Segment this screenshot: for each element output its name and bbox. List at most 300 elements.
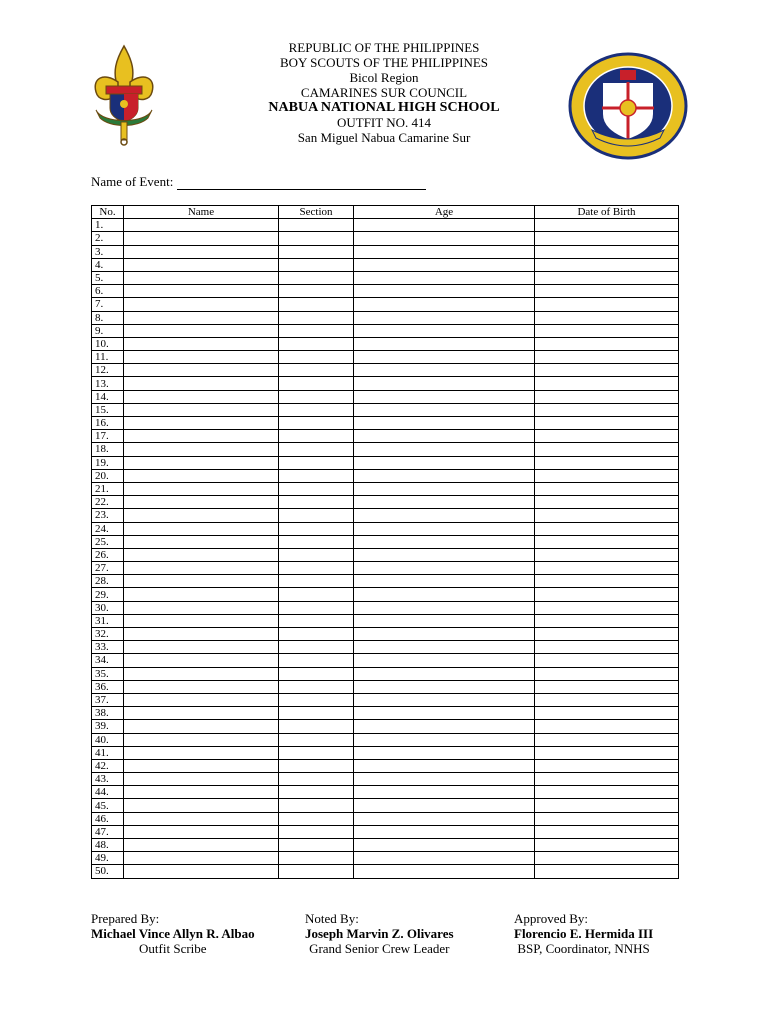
age-cell[interactable] <box>354 522 535 535</box>
table-row <box>92 786 679 799</box>
row-number: 11. <box>92 351 124 364</box>
name-cell[interactable] <box>124 588 279 601</box>
section-cell[interactable] <box>279 430 354 443</box>
noted-label: Noted By: <box>305 911 359 926</box>
date-of-birth-cell[interactable] <box>535 628 679 641</box>
table-row <box>92 245 679 258</box>
age-cell[interactable] <box>354 812 535 825</box>
name-cell[interactable] <box>124 628 279 641</box>
date-of-birth-cell[interactable] <box>535 759 679 772</box>
date-of-birth-cell[interactable] <box>535 364 679 377</box>
section-cell[interactable] <box>279 733 354 746</box>
date-of-birth-cell[interactable] <box>535 403 679 416</box>
table-row <box>92 614 679 627</box>
row-number: 38. <box>92 707 124 720</box>
section-cell[interactable] <box>279 443 354 456</box>
age-cell[interactable] <box>354 364 535 377</box>
section-cell[interactable] <box>279 720 354 733</box>
row-number: 35. <box>92 667 124 680</box>
table-row <box>92 351 679 364</box>
age-cell[interactable] <box>354 720 535 733</box>
table-row <box>92 298 679 311</box>
name-cell[interactable] <box>124 232 279 245</box>
section-cell[interactable] <box>279 390 354 403</box>
table-row <box>92 865 679 878</box>
age-cell[interactable] <box>354 641 535 654</box>
name-cell[interactable] <box>124 812 279 825</box>
row-number: 49. <box>92 852 124 865</box>
section-cell[interactable] <box>279 865 354 878</box>
age-cell[interactable] <box>354 614 535 627</box>
section-cell[interactable] <box>279 271 354 284</box>
date-of-birth-cell[interactable] <box>535 469 679 482</box>
row-number: 27. <box>92 562 124 575</box>
section-cell[interactable] <box>279 548 354 561</box>
section-cell[interactable] <box>279 258 354 271</box>
section-cell[interactable] <box>279 839 354 852</box>
section-cell[interactable] <box>279 232 354 245</box>
signatory-prepared <box>91 911 255 956</box>
name-cell[interactable] <box>124 707 279 720</box>
approved-name: Florencio E. Hermida III <box>514 926 654 941</box>
date-of-birth-cell[interactable] <box>535 548 679 561</box>
age-cell[interactable] <box>354 693 535 706</box>
section-cell[interactable] <box>279 417 354 430</box>
age-cell[interactable] <box>354 351 535 364</box>
name-cell[interactable] <box>124 865 279 878</box>
date-of-birth-cell[interactable] <box>535 219 679 232</box>
date-of-birth-cell[interactable] <box>535 311 679 324</box>
section-cell[interactable] <box>279 351 354 364</box>
date-of-birth-cell[interactable] <box>535 773 679 786</box>
table-row <box>92 377 679 390</box>
name-cell[interactable] <box>124 482 279 495</box>
name-cell[interactable] <box>124 311 279 324</box>
table-row <box>92 562 679 575</box>
name-cell[interactable] <box>124 522 279 535</box>
age-cell[interactable] <box>354 759 535 772</box>
name-cell[interactable] <box>124 364 279 377</box>
row-number: 3. <box>92 245 124 258</box>
table-row <box>92 746 679 759</box>
table-row <box>92 337 679 350</box>
section-cell[interactable] <box>279 535 354 548</box>
event-name-label: Name of Event: <box>91 174 174 189</box>
table-row <box>92 667 679 680</box>
row-number: 43. <box>92 773 124 786</box>
age-cell[interactable] <box>354 773 535 786</box>
date-of-birth-cell[interactable] <box>535 245 679 258</box>
date-of-birth-cell[interactable] <box>535 601 679 614</box>
row-number: 40. <box>92 733 124 746</box>
date-of-birth-cell[interactable] <box>535 614 679 627</box>
name-cell[interactable] <box>124 390 279 403</box>
section-cell[interactable] <box>279 522 354 535</box>
date-of-birth-cell[interactable] <box>535 812 679 825</box>
table-row <box>92 469 679 482</box>
date-of-birth-cell[interactable] <box>535 588 679 601</box>
age-cell[interactable] <box>354 588 535 601</box>
table-row <box>92 443 679 456</box>
row-number: 2. <box>92 232 124 245</box>
table-row <box>92 535 679 548</box>
age-cell[interactable] <box>354 271 535 284</box>
name-cell[interactable] <box>124 825 279 838</box>
date-of-birth-cell[interactable] <box>535 351 679 364</box>
row-number: 46. <box>92 812 124 825</box>
age-cell[interactable] <box>354 799 535 812</box>
name-cell[interactable] <box>124 298 279 311</box>
age-cell[interactable] <box>354 825 535 838</box>
age-cell[interactable] <box>354 403 535 416</box>
age-cell[interactable] <box>354 417 535 430</box>
section-cell[interactable] <box>279 245 354 258</box>
row-number: 28. <box>92 575 124 588</box>
table-row <box>92 456 679 469</box>
age-cell[interactable] <box>354 496 535 509</box>
name-cell[interactable] <box>124 271 279 284</box>
section-cell[interactable] <box>279 825 354 838</box>
section-cell[interactable] <box>279 786 354 799</box>
age-cell[interactable] <box>354 746 535 759</box>
date-of-birth-cell[interactable] <box>535 324 679 337</box>
name-cell[interactable] <box>124 285 279 298</box>
table-row <box>92 601 679 614</box>
date-of-birth-cell[interactable] <box>535 667 679 680</box>
age-cell[interactable] <box>354 377 535 390</box>
name-cell[interactable] <box>124 337 279 350</box>
date-of-birth-cell[interactable] <box>535 654 679 667</box>
table-row <box>92 324 679 337</box>
event-name-line <box>91 174 426 190</box>
date-of-birth-cell[interactable] <box>535 377 679 390</box>
age-cell[interactable] <box>354 786 535 799</box>
name-cell[interactable] <box>124 443 279 456</box>
name-cell[interactable] <box>124 773 279 786</box>
name-cell[interactable] <box>124 786 279 799</box>
name-cell[interactable] <box>124 403 279 416</box>
signatory-approved <box>514 911 653 956</box>
header-line-3: Bicol Region <box>349 70 419 85</box>
name-cell[interactable] <box>124 654 279 667</box>
section-cell[interactable] <box>279 377 354 390</box>
section-cell[interactable] <box>279 746 354 759</box>
name-cell[interactable] <box>124 852 279 865</box>
column-header-section: Section <box>279 206 354 219</box>
date-of-birth-cell[interactable] <box>535 496 679 509</box>
row-number: 9. <box>92 324 124 337</box>
date-of-birth-cell[interactable] <box>535 535 679 548</box>
name-cell[interactable] <box>124 667 279 680</box>
age-cell[interactable] <box>354 707 535 720</box>
approved-title: BSP, Coordinator, NNHS <box>517 941 650 956</box>
age-cell[interactable] <box>354 443 535 456</box>
table-row <box>92 403 679 416</box>
age-cell[interactable] <box>354 390 535 403</box>
section-cell[interactable] <box>279 707 354 720</box>
row-number: 17. <box>92 430 124 443</box>
name-cell[interactable] <box>124 351 279 364</box>
date-of-birth-cell[interactable] <box>535 786 679 799</box>
name-cell[interactable] <box>124 575 279 588</box>
row-number: 25. <box>92 535 124 548</box>
date-of-birth-cell[interactable] <box>535 232 679 245</box>
section-cell[interactable] <box>279 799 354 812</box>
age-cell[interactable] <box>354 628 535 641</box>
age-cell[interactable] <box>354 654 535 667</box>
date-of-birth-cell[interactable] <box>535 390 679 403</box>
table-row <box>92 522 679 535</box>
date-of-birth-cell[interactable] <box>535 852 679 865</box>
date-of-birth-cell[interactable] <box>535 707 679 720</box>
row-number: 10. <box>92 337 124 350</box>
date-of-birth-cell[interactable] <box>535 680 679 693</box>
table-row <box>92 482 679 495</box>
table-row <box>92 390 679 403</box>
section-cell[interactable] <box>279 496 354 509</box>
age-cell[interactable] <box>354 839 535 852</box>
name-cell[interactable] <box>124 548 279 561</box>
age-cell[interactable] <box>354 285 535 298</box>
row-number: 13. <box>92 377 124 390</box>
name-cell[interactable] <box>124 680 279 693</box>
section-cell[interactable] <box>279 285 354 298</box>
age-cell[interactable] <box>354 509 535 522</box>
outfit-number: OUTFIT NO. 414 <box>336 115 431 130</box>
row-number: 7. <box>92 298 124 311</box>
name-cell[interactable] <box>124 535 279 548</box>
row-number: 6. <box>92 285 124 298</box>
name-cell[interactable] <box>124 746 279 759</box>
section-cell[interactable] <box>279 575 354 588</box>
section-cell[interactable] <box>279 482 354 495</box>
row-number: 12. <box>92 364 124 377</box>
date-of-birth-cell[interactable] <box>535 417 679 430</box>
table-row <box>92 654 679 667</box>
approved-label: Approved By: <box>514 911 589 926</box>
prepared-title: Outfit Scribe <box>139 941 207 956</box>
date-of-birth-cell[interactable] <box>535 443 679 456</box>
age-cell[interactable] <box>354 245 535 258</box>
age-cell[interactable] <box>354 232 535 245</box>
date-of-birth-cell[interactable] <box>535 522 679 535</box>
row-number: 39. <box>92 720 124 733</box>
section-cell[interactable] <box>279 641 354 654</box>
row-number: 41. <box>92 746 124 759</box>
name-cell[interactable] <box>124 509 279 522</box>
name-cell[interactable] <box>124 733 279 746</box>
row-number: 8. <box>92 311 124 324</box>
name-cell[interactable] <box>124 839 279 852</box>
section-cell[interactable] <box>279 628 354 641</box>
name-cell[interactable] <box>124 245 279 258</box>
table-row <box>92 575 679 588</box>
name-cell[interactable] <box>124 219 279 232</box>
table-row <box>92 311 679 324</box>
row-number: 48. <box>92 839 124 852</box>
date-of-birth-cell[interactable] <box>535 430 679 443</box>
section-cell[interactable] <box>279 562 354 575</box>
row-number: 19. <box>92 456 124 469</box>
name-cell[interactable] <box>124 324 279 337</box>
name-cell[interactable] <box>124 456 279 469</box>
date-of-birth-cell[interactable] <box>535 509 679 522</box>
section-cell[interactable] <box>279 298 354 311</box>
name-cell[interactable] <box>124 693 279 706</box>
date-of-birth-cell[interactable] <box>535 733 679 746</box>
table-row <box>92 839 679 852</box>
section-cell[interactable] <box>279 469 354 482</box>
age-cell[interactable] <box>354 575 535 588</box>
date-of-birth-cell[interactable] <box>535 285 679 298</box>
name-cell[interactable] <box>124 799 279 812</box>
section-cell[interactable] <box>279 588 354 601</box>
row-number: 16. <box>92 417 124 430</box>
school-address: San Miguel Nabua Camarine Sur <box>297 130 471 145</box>
name-cell[interactable] <box>124 377 279 390</box>
date-of-birth-cell[interactable] <box>535 865 679 878</box>
row-number: 23. <box>92 509 124 522</box>
section-cell[interactable] <box>279 773 354 786</box>
table-row <box>92 417 679 430</box>
table-row <box>92 799 679 812</box>
row-number: 29. <box>92 588 124 601</box>
date-of-birth-cell[interactable] <box>535 298 679 311</box>
section-cell[interactable] <box>279 680 354 693</box>
age-cell[interactable] <box>354 601 535 614</box>
age-cell[interactable] <box>354 667 535 680</box>
name-cell[interactable] <box>124 258 279 271</box>
row-number: 4. <box>92 258 124 271</box>
age-cell[interactable] <box>354 548 535 561</box>
signatory-noted <box>305 911 454 956</box>
school-name: NABUA NATIONAL HIGH SCHOOL <box>268 100 500 115</box>
table-row <box>92 773 679 786</box>
section-cell[interactable] <box>279 601 354 614</box>
section-cell[interactable] <box>279 509 354 522</box>
section-cell[interactable] <box>279 614 354 627</box>
section-cell[interactable] <box>279 667 354 680</box>
age-cell[interactable] <box>354 219 535 232</box>
row-number: 50. <box>92 865 124 878</box>
row-number: 20. <box>92 469 124 482</box>
table-row <box>92 232 679 245</box>
event-name-blank[interactable] <box>177 177 426 190</box>
name-cell[interactable] <box>124 417 279 430</box>
table-row <box>92 812 679 825</box>
age-cell[interactable] <box>354 469 535 482</box>
date-of-birth-cell[interactable] <box>535 271 679 284</box>
row-number: 37. <box>92 693 124 706</box>
age-cell[interactable] <box>354 456 535 469</box>
row-number: 44. <box>92 786 124 799</box>
section-cell[interactable] <box>279 403 354 416</box>
section-cell[interactable] <box>279 812 354 825</box>
column-header-date-of-birth: Date of Birth <box>535 206 679 219</box>
section-cell[interactable] <box>279 219 354 232</box>
age-cell[interactable] <box>354 258 535 271</box>
name-cell[interactable] <box>124 562 279 575</box>
section-cell[interactable] <box>279 324 354 337</box>
age-cell[interactable] <box>354 852 535 865</box>
date-of-birth-cell[interactable] <box>535 825 679 838</box>
name-cell[interactable] <box>124 720 279 733</box>
section-cell[interactable] <box>279 654 354 667</box>
date-of-birth-cell[interactable] <box>535 720 679 733</box>
age-cell[interactable] <box>354 311 535 324</box>
date-of-birth-cell[interactable] <box>535 641 679 654</box>
age-cell[interactable] <box>354 865 535 878</box>
table-row <box>92 364 679 377</box>
boy-scouts-emblem-icon <box>88 42 160 146</box>
age-cell[interactable] <box>354 298 535 311</box>
section-cell[interactable] <box>279 759 354 772</box>
table-row <box>92 720 679 733</box>
name-cell[interactable] <box>124 496 279 509</box>
column-header-age: Age <box>354 206 535 219</box>
table-row <box>92 496 679 509</box>
row-number: 42. <box>92 759 124 772</box>
age-cell[interactable] <box>354 535 535 548</box>
name-cell[interactable] <box>124 430 279 443</box>
table-row <box>92 285 679 298</box>
document-header <box>184 40 584 145</box>
section-cell[interactable] <box>279 693 354 706</box>
date-of-birth-cell[interactable] <box>535 456 679 469</box>
age-cell[interactable] <box>354 562 535 575</box>
section-cell[interactable] <box>279 456 354 469</box>
date-of-birth-cell[interactable] <box>535 575 679 588</box>
date-of-birth-cell[interactable] <box>535 562 679 575</box>
age-cell[interactable] <box>354 337 535 350</box>
name-cell[interactable] <box>124 759 279 772</box>
table-row <box>92 430 679 443</box>
row-number: 24. <box>92 522 124 535</box>
section-cell[interactable] <box>279 337 354 350</box>
age-cell[interactable] <box>354 324 535 337</box>
age-cell[interactable] <box>354 680 535 693</box>
age-cell[interactable] <box>354 430 535 443</box>
name-cell[interactable] <box>124 641 279 654</box>
name-cell[interactable] <box>124 601 279 614</box>
table-row <box>92 588 679 601</box>
name-cell[interactable] <box>124 614 279 627</box>
prepared-label: Prepared By: <box>91 911 160 926</box>
date-of-birth-cell[interactable] <box>535 482 679 495</box>
row-number: 36. <box>92 680 124 693</box>
column-header-no: No. <box>92 206 124 219</box>
row-number: 47. <box>92 825 124 838</box>
date-of-birth-cell[interactable] <box>535 839 679 852</box>
date-of-birth-cell[interactable] <box>535 337 679 350</box>
section-cell[interactable] <box>279 852 354 865</box>
row-number: 31. <box>92 614 124 627</box>
date-of-birth-cell[interactable] <box>535 258 679 271</box>
row-number: 18. <box>92 443 124 456</box>
age-cell[interactable] <box>354 482 535 495</box>
table-row <box>92 852 679 865</box>
roster-body <box>92 219 679 878</box>
row-number: 22. <box>92 496 124 509</box>
section-cell[interactable] <box>279 364 354 377</box>
date-of-birth-cell[interactable] <box>535 746 679 759</box>
row-number: 33. <box>92 641 124 654</box>
date-of-birth-cell[interactable] <box>535 693 679 706</box>
name-cell[interactable] <box>124 469 279 482</box>
section-cell[interactable] <box>279 311 354 324</box>
age-cell[interactable] <box>354 733 535 746</box>
date-of-birth-cell[interactable] <box>535 799 679 812</box>
